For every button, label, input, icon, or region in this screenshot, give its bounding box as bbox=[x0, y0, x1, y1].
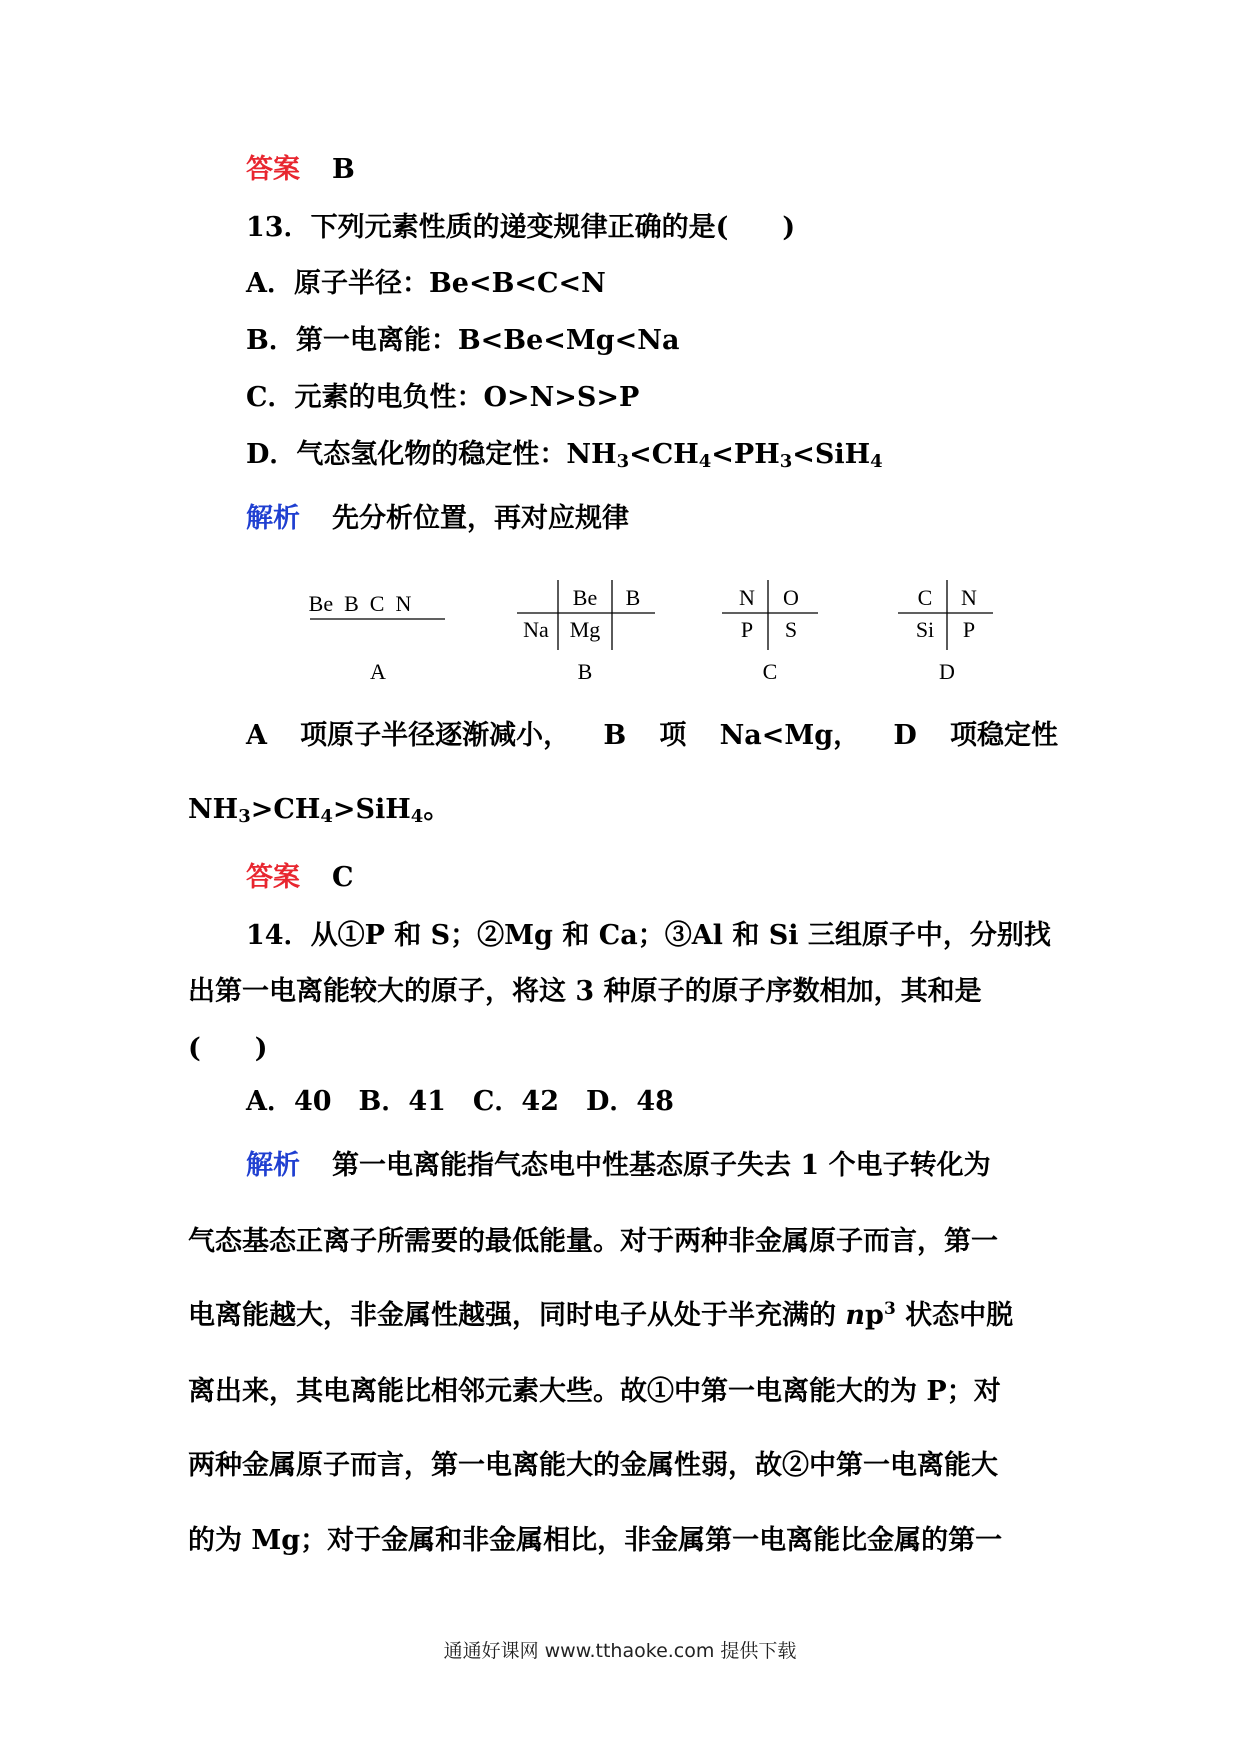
figure-b-na: Na bbox=[523, 617, 549, 642]
question-14-line2: 出第一电离能较大的原子，将这 3 种原子的原子序数相加，其和是 bbox=[188, 976, 982, 1007]
analysis-13-body-line1: A 项原子半径逐渐减小， B 项 Na<Mg， D 项稳定性 bbox=[246, 720, 1058, 751]
figure-c-n: N bbox=[739, 585, 755, 610]
analysis-13-heading bbox=[246, 505, 629, 532]
figure-c-s: S bbox=[784, 617, 798, 642]
question-14-line3: ( ) bbox=[188, 1033, 268, 1064]
figure-b-be: Be bbox=[572, 585, 598, 610]
answer-value: C bbox=[332, 862, 354, 893]
option-d: D．气态氢化物的稳定性：$NH_3<CH_4<PH_3<SiH_4$ bbox=[246, 439, 883, 472]
answer-13-line bbox=[246, 864, 354, 891]
analysis-label: 解析 bbox=[246, 1150, 300, 1181]
answer-label: 答案 bbox=[246, 154, 300, 185]
figure-a-caption: A bbox=[370, 659, 386, 684]
analysis-14-line6: 的为 Mg；对于金属和非金属相比，非金属第一电离能比金属的第一 bbox=[188, 1525, 1003, 1556]
analysis-14-line4: 离出来，其电离能比相邻元素大些。故①中第一电离能大的为 P；对 bbox=[188, 1376, 1001, 1407]
figure-d-si: Si bbox=[915, 617, 935, 642]
figure-b bbox=[517, 580, 655, 684]
figure-d bbox=[898, 580, 993, 684]
analysis-14-line1: 解析 第一电离能指气态电中性基态原子失去 1 个电子转化为 bbox=[246, 1150, 991, 1181]
periodic-position-figures bbox=[290, 568, 1010, 688]
answer-line bbox=[246, 156, 355, 183]
figure-c-caption: C bbox=[762, 659, 778, 684]
option-c: C．元素的电负性：O>N>S>P bbox=[246, 382, 640, 413]
figure-a bbox=[309, 591, 445, 684]
figure-d-n: N bbox=[961, 585, 977, 610]
figure-d-caption: D bbox=[939, 659, 955, 684]
figure-b-b: B bbox=[625, 585, 641, 610]
figure-c bbox=[722, 580, 818, 684]
analysis-text: 先分析位置，再对应规律 bbox=[332, 503, 629, 534]
figure-a-row: Be B C N bbox=[308, 591, 412, 616]
analysis-14-line2: 气态基态正离子所需要的最低能量。对于两种非金属原子而言，第一 bbox=[188, 1226, 998, 1257]
figure-c-p: P bbox=[740, 617, 754, 642]
answer-value: B bbox=[332, 154, 355, 185]
analysis-13-body-line2: $NH_3>CH_4>SiH_4$。 bbox=[188, 794, 451, 827]
analysis-14-line3: 电离能越大，非金属性越强，同时电子从处于半充满的 $np^3$ 状态中脱 bbox=[188, 1299, 1014, 1331]
question-13-stem: 13．下列元素性质的递变规律正确的是( ) bbox=[246, 212, 796, 243]
analysis-label: 解析 bbox=[246, 503, 300, 534]
option-b: B．第一电离能：B<Be<Mg<Na bbox=[246, 325, 680, 356]
question-14-options: A．40 B．41 C．42 D．48 bbox=[246, 1086, 674, 1117]
figure-d-c: C bbox=[917, 585, 933, 610]
page-footer: 通通好课网 www.tthaoke.com 提供下载 bbox=[443, 1640, 797, 1662]
figure-b-mg: Mg bbox=[569, 617, 601, 642]
analysis-14-line5: 两种金属原子而言，第一电离能大的金属性弱，故②中第一电离能大 bbox=[188, 1450, 998, 1481]
question-14-line1: 14．从①P 和 S；②Mg 和 Ca；③Al 和 Si 三组原子中，分别找 bbox=[246, 920, 1051, 951]
figure-d-p: P bbox=[962, 617, 976, 642]
answer-label: 答案 bbox=[246, 862, 300, 893]
figure-b-caption: B bbox=[577, 659, 593, 684]
figure-c-o: O bbox=[783, 585, 799, 610]
option-a: A．原子半径：Be<B<C<N bbox=[246, 268, 606, 299]
